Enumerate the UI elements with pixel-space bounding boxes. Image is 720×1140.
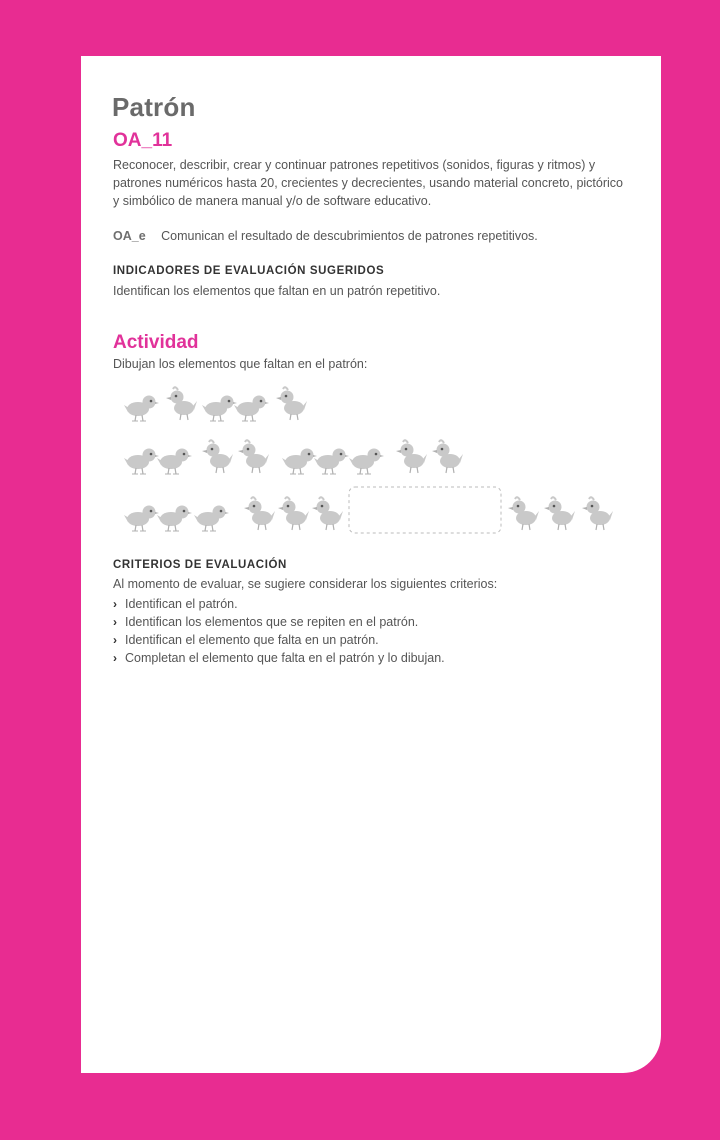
objective-description: Reconocer, describir, crear y continuar patrones repetitivos (sonidos, figuras y ritmos) y patrones numéricos hasta 20, crecientes y decrecientes, usando material concreto, pictórico y simbólico de manera manual y/o de software educativo. (113, 158, 623, 208)
chevron-right-icon: › (113, 651, 117, 665)
chick-icon (349, 449, 384, 475)
chick-icon (314, 449, 349, 475)
duck-icon (312, 497, 343, 530)
chevron-right-icon: › (113, 615, 117, 629)
chick-icon (124, 396, 159, 422)
pattern-row-3 (124, 487, 613, 533)
criteria-list (113, 595, 445, 667)
chick-icon (282, 449, 317, 475)
worksheet-page (81, 56, 661, 1073)
attitude-code: OA_e (113, 229, 146, 243)
duck-icon (238, 440, 269, 473)
chevron-right-icon: › (113, 633, 117, 647)
duck-icon (582, 497, 613, 530)
list-item: › Identifican los elementos que se repiten en el patrón. (113, 615, 419, 629)
indicators-text: Identifican los elementos que faltan en un patrón repetitivo. (113, 284, 441, 298)
criteria-heading: CRITERIOS DE EVALUACIÓN (113, 559, 287, 571)
duck-icon (544, 497, 575, 530)
duck-icon (278, 497, 309, 530)
duck-icon (432, 440, 463, 473)
list-item: › Identifican el patrón. (113, 597, 238, 611)
chick-icon (124, 506, 159, 532)
chick-icon (157, 506, 192, 532)
pattern-illustration (81, 56, 661, 556)
missing-elements-box[interactable] (349, 487, 501, 533)
duck-icon (166, 387, 197, 420)
chick-icon (124, 449, 159, 475)
indicators-heading: INDICADORES DE EVALUACIÓN SUGERIDOS (113, 265, 385, 277)
attitude-text: Comunican el resultado de descubrimientos de patrones repetitivos. (161, 229, 538, 243)
chick-icon (234, 396, 269, 422)
duck-icon (244, 497, 275, 530)
page-title: Patrón (112, 92, 196, 122)
duck-icon (276, 387, 307, 420)
chick-icon (194, 506, 229, 532)
list-item: › Identifican el elemento que falta en un patrón. (113, 633, 379, 647)
objective-code: OA_11 (113, 130, 173, 151)
list-item: › Completan el elemento que falta en el patrón y lo dibujan. (113, 651, 445, 665)
activity-instruction: Dibujan los elementos que faltan en el patrón: (113, 357, 368, 371)
chick-icon (202, 396, 237, 422)
chick-icon (157, 449, 192, 475)
duck-icon (396, 440, 427, 473)
activity-heading: Actividad (113, 332, 199, 353)
pattern-row-2 (124, 440, 463, 474)
chevron-right-icon: › (113, 597, 117, 611)
duck-icon (508, 497, 539, 530)
criteria-intro: Al momento de evaluar, se sugiere considerar los siguientes criterios: (113, 577, 498, 591)
pattern-row-1 (124, 387, 307, 421)
duck-icon (202, 440, 233, 473)
